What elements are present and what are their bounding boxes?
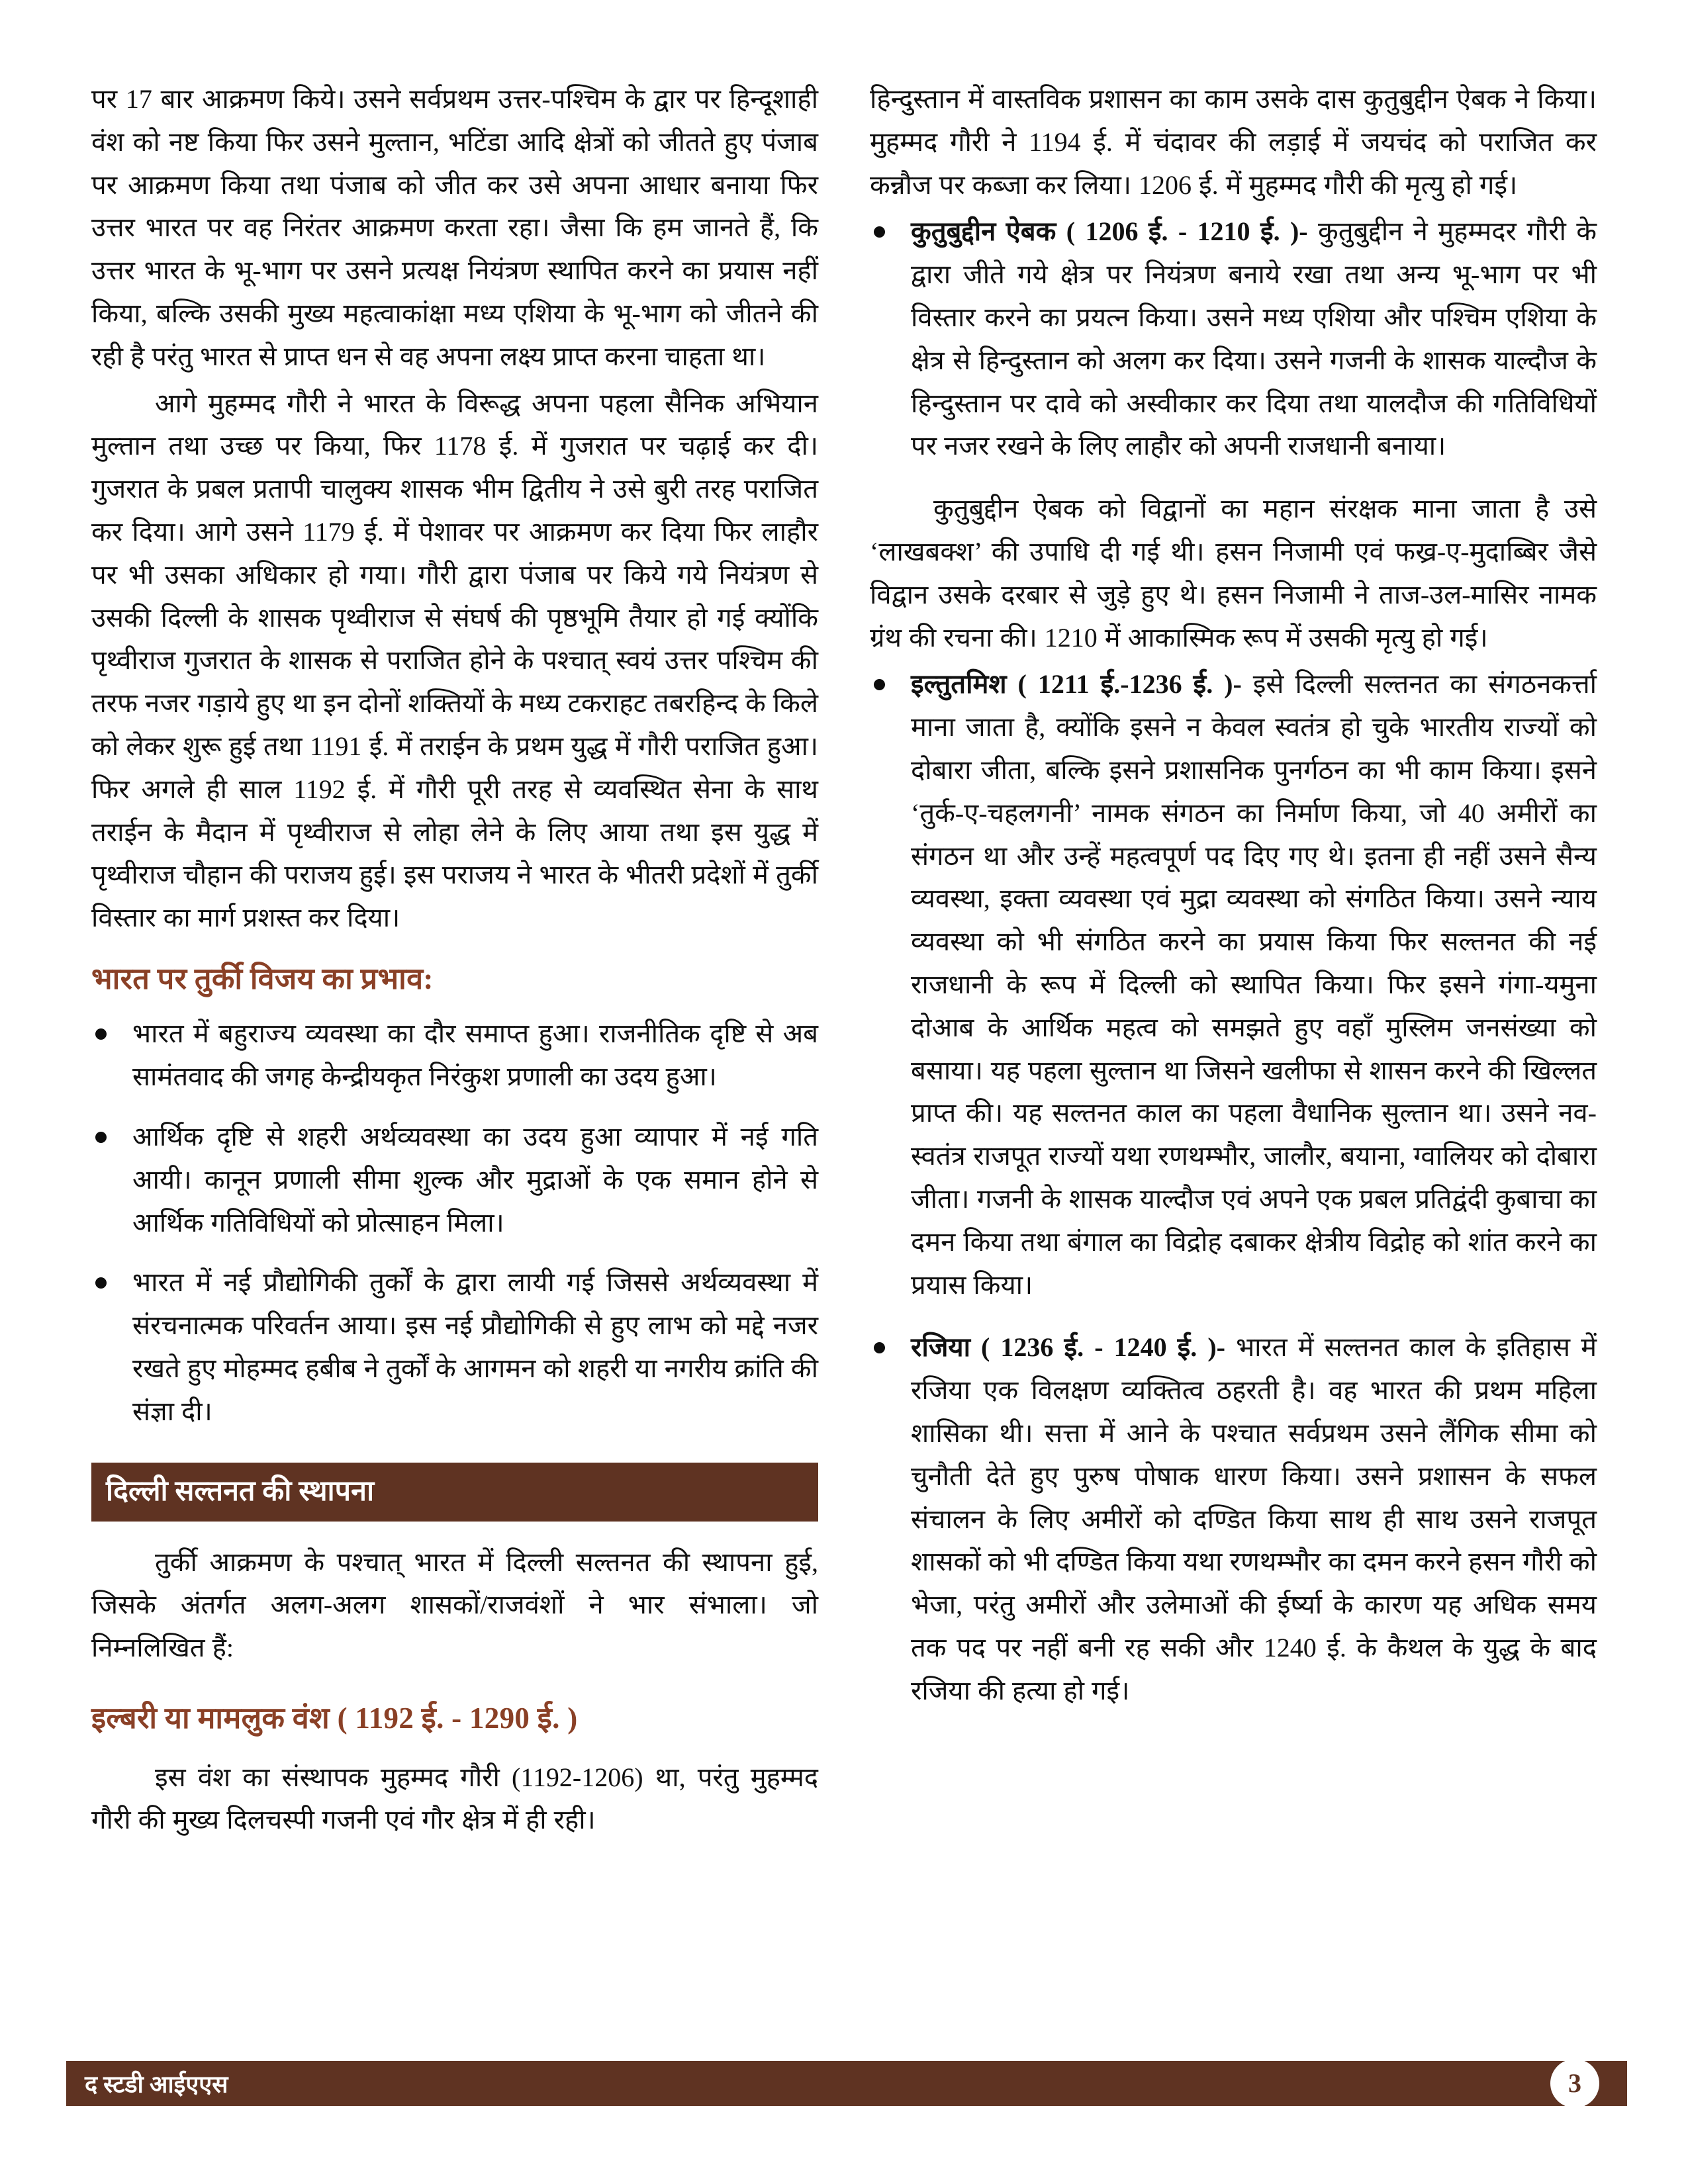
two-column-body (91, 78, 1597, 2045)
list-item (91, 1116, 818, 1244)
list-item-text: भारत में बहुराज्य व्यवस्था का दौर समाप्त हुआ। राजनीतिक दृष्टि से अब सामंतवाद की जगह केन्द्रीयकृत निरंकुश प्रणाली का उदय हुआ। (132, 1019, 818, 1092)
paragraph-aibak-patron-note: कुतुबुद्दीन ऐबक को विद्वानों का महान संरक्षक माना जाता है उसे ‘लाखबक्श’ की उपाधि दी गई थी। हसन निजामी एवं फख्र-ए-मुदाब्बिर जैसे विद्वान उसके दरबार से जुड़े हुए थे। हसन निजामी ने ताज-उल-मासिर नामक ग्रंथ की रचना की। 1210 में आकास्मिक रूप में उसकी मृत्यु हो गई। (870, 494, 1597, 653)
ruler-description: इसे दिल्ली सल्तनत का संगठनकर्त्ता माना जाता है, क्योंकि इसने न केवल स्वतंत्र हो चुके भारतीय राज्यों को दोबारा जीता, बल्कि इसने प्रशासनिक पुनर्गठन का भी काम किया। इसने ‘तुर्क-ए-चहलगनी’ नामक संगठन का निर्माण किया, जो 40 अमीरों का संगठन था और उन्हें महत्वपूर्ण पद दिए गए थे। इतना ही नहीं उसने सैन्य व्यवस्था, इक्ता व्यवस्था एवं मुद्रा व्यवस्था को संगठित किया। उसने न्याय व्यवस्था को भी संगठित करने का प्रयास किया फिर सल्तनत की नई राजधानी के रूप में दिल्ली को स्थापित किया। फिर इसने गंगा-यमुना दोआब के आर्थिक महत्व को समझते हुए वहाँ मुस्लिम जनसंख्या को बसाया। यह पहला सुल्तान था जिसने खलीफा से शासन करने की खिल्लत प्राप्त की। यह सल्तनत काल का पहला वैधानिक सुल्तान था। उसने नव-स्वतंत्र राजपूत राज्यों यथा रणथम्भौर, जालौर, बयाना, ग्वालियर को दोबारा जीता। गजनी के शासक याल्दौज एवं अपने एक प्रबल प्रतिद्वंदी कुबाचा का दमन किया तथा बंगाल का विद्रोह दबाकर क्षेत्रीय विद्रोह को शांत करने का प्रयास किया। (911, 669, 1597, 1300)
list-item-text: भारत में नई प्रौद्योगिकी तुर्कों के द्वारा लायी गई जिससे अर्थव्यवस्था में संरचनात्मक परिवर्तन आया। इस नई प्रौद्योगिकी से हुए लाभ को मद्दे नजर रखते हुए मोहम्मद हबीब ने तुर्कों के आगमन को शहरी या नगरीय क्रांति की संज्ञा दी। (132, 1267, 818, 1426)
bullet-dot-icon (95, 1028, 107, 1040)
section-banner-delhi-sultanate-establishment: दिल्ली सल्तनत की स्थापना (91, 1463, 818, 1522)
ruler-name-label: इल्तुतमिश ( 1211 ई.-1236 ई. )- (911, 669, 1242, 700)
paragraph-ghori-campaigns: आगे मुहम्मद गौरी ने भारत के विरूद्ध अपना पहला सैनिक अभियान मुल्तान तथा उच्छ पर किया, फिर 1178 ई. में गुजरात पर चढ़ाई कर दी। गुजरात के प्रबल प्रतापी चालुक्य शासक भीम द्वितीय ने उसे बुरी तरह पराजित कर दिया। आगे उसने 1179 ई. में पेशावर पर आक्रमण कर दिया फिर लाहौर पर भी उसका अधिकार हो गया। गौरी द्वारा पंजाब पर किये गये नियंत्रण से उसकी दिल्ली के शासक पृथ्वीराज से संघर्ष की पृष्ठभूमि तैयार हो गई क्योंकि पृथ्वीराज गुजरात के शासक से पराजित होने के पश्चात् स्वयं उत्तर पश्चिम की तरफ नजर गड़ाये हुए था इन दोनों शक्तियों के मध्य टकराहट तबरहिन्द के किले को लेकर शुरू हुई तथा 1191 ई. में तराईन के प्रथम युद्ध में गौरी पराजित हुआ। फिर अगले ही साल 1192 ई. में गौरी पूरी तरह से व्यवस्थित सेना के साथ तराईन के मैदान में पृथ्वीराज से लोहा लेने के लिए आया तथा इस युद्ध में पृथ्वीराज चौहान की पराजय हुई। इस पराजय ने भारत के भीतरी प्रदेशों में तुर्की विस्तार का मार्ग प्रशस्त कर दिया। (91, 388, 818, 933)
list-item (870, 210, 1597, 468)
bullet-dot-icon (874, 226, 885, 238)
ruler-description: भारत में सल्तनत काल के इतिहास में रजिया एक विलक्षण व्यक्तित्व ठहरती है। वह भारत की प्रथम महिला शासिका थी। सत्ता में आने के पश्चात सर्वप्रथम उसने लैंगिक सीमा को चुनौती देते हुए पुरुष पोषाक धारण किया। उसने प्रशासन के सफल संचालन के लिए अमीरों को दण्डित किया साथ ही साथ उसने राजपूत शासकों को भी दण्डित किया यथा रणथम्भौर का दमन करने हसन गौरी को भेजा, परंतु अमीरों और उलेमाओं की ईर्ष्या के कारण यह अधिक समय तक पद पर नहीं बनी रह सकी और 1240 ई. के कैथल के युद्ध के बाद रजिया की हत्या हो गई। (911, 1332, 1597, 1706)
rulers-bullet-list-part-2 (870, 663, 1597, 1712)
impact-bullet-list (91, 1013, 818, 1433)
bullet-dot-icon (95, 1277, 107, 1289)
bullet-dot-icon (874, 679, 885, 690)
ruler-name-label: कुतुबुद्दीन ऐबक ( 1206 ई. - 1210 ई. )- (911, 216, 1308, 247)
paragraph-continuation: पर 17 बार आक्रमण किये। उसने सर्वप्रथम उत्तर-पश्चिम के द्वार पर हिन्दूशाही वंश को नष्ट किया फिर उसने मुल्तान, भटिंडा आदि क्षेत्रों को जीतते हुए पंजाब पर आक्रमण किया तथा पंजाब को जीत कर उसे अपना आधार बनाया फिर उत्तर भारत पर वह निरंतर आक्रमण करता रहा। जैसा कि हम जानते हैं, कि उत्तर भारत के भू-भाग पर उसने प्रत्यक्ष नियंत्रण स्थापित करने का प्रयास नहीं किया, बल्कि उसकी मुख्य महत्वाकांक्षा मध्य एशिया के भू-भाग को जीतने की रही है परंतु भारत से प्राप्त धन से वह अपना लक्ष्य प्राप्त करना चाहता था। (91, 84, 818, 371)
right-column (870, 78, 1597, 2045)
bullet-dot-icon (874, 1342, 885, 1353)
left-column (91, 78, 818, 2045)
rulers-bullet-list-part-1 (870, 210, 1597, 468)
paragraph-sultanate-intro: तुर्की आक्रमण के पश्चात् भारत में दिल्ली सल्तनत की स्थापना हुई, जिसके अंतर्गत अलग-अलग शासकों/राजवंशों ने भार संभाला। जो निम्नलिखित हैं: (91, 1547, 818, 1663)
heading-ilbari-mamluk-dynasty: इल्बरी या मामलुक वंश ( 1192 ई. - 1290 ई. ) (91, 1702, 578, 1735)
paragraph-administration-continuation: हिन्दुस्तान में वास्तविक प्रशासन का काम उसके दास कुतुबुद्दीन ऐबक ने किया। मुहम्मद गौरी ने 1194 ई. में चंदावर की लड़ाई में जयचंद को पराजित कर कन्नौज पर कब्जा कर लिया। 1206 ई. में मुहम्मद गौरी की मृत्यु हो गई। (870, 84, 1597, 200)
list-item (870, 663, 1597, 1306)
ruler-name-label: रजिया ( 1236 ई. - 1240 ई. )- (911, 1332, 1225, 1363)
list-item-text: आर्थिक दृष्टि से शहरी अर्थव्यवस्था का उदय हुआ व्यापार में नई गति आयी। कानून प्रणाली सीमा शुल्क और मुद्राओं के एक समान होने से आर्थिक गतिविधियों को प्रोत्साहन मिला। (132, 1122, 818, 1238)
publisher-label: द स्टडी आईएएस (85, 2071, 228, 2098)
list-item (91, 1013, 818, 1099)
page-number-badge: 3 (1550, 2059, 1599, 2108)
ruler-description: कुतुबुद्दीन ने मुहम्मदर गौरी के द्वारा जीते गये क्षेत्र पर नियंत्रण बनाये रखा तथा अन्य भू-भाग पर भी विस्तार करने का प्रयत्न किया। उसने मध्य एशिया और पश्चिम एशिया के क्षेत्र से हिन्दुस्तान को अलग कर दिया। उसने गजनी के शासक याल्दौज के हिन्दुस्तान पर दावे को अस्वीकार कर दिया तथा यालदौज की गतिविधियों पर नजर रखने के लिए लाहौर को अपनी राजधानी बनाया। (911, 216, 1597, 461)
paragraph-ilbari-founder: इस वंश का संस्थापक मुहम्मद गौरी (1192-1206) था, परंतु मुहम्मद गौरी की मुख्य दिलचस्पी गजनी एवं गौर क्षेत्र में ही रही। (91, 1762, 818, 1835)
list-item (91, 1261, 818, 1433)
heading-impact-of-turkish-victory: भारत पर तुर्की विजय का प्रभाव: (91, 962, 434, 995)
page-footer-bar (66, 2061, 1627, 2106)
list-item (870, 1326, 1597, 1712)
bullet-dot-icon (95, 1132, 107, 1143)
